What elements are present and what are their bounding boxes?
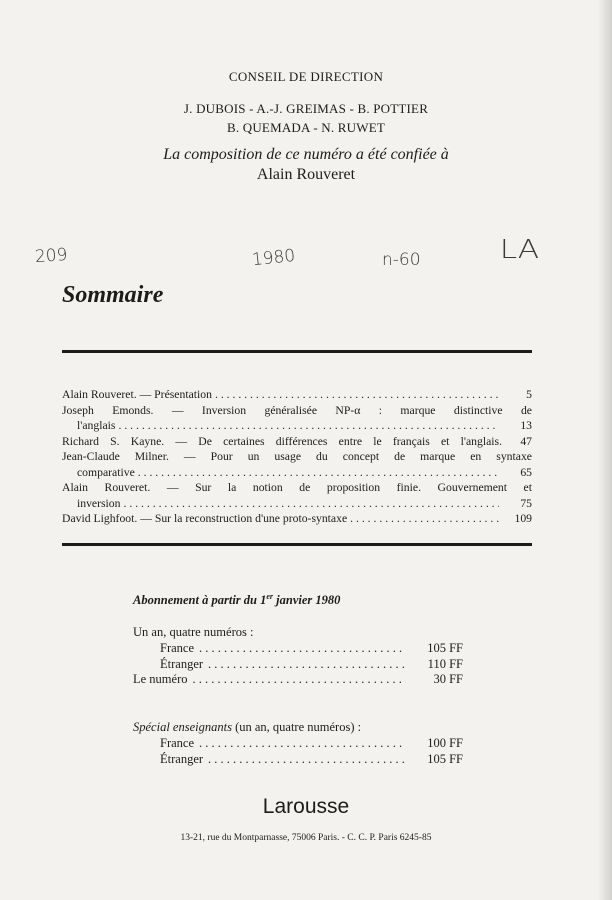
special-label <box>133 720 463 736</box>
toc-entry-text: David Lighfoot. — Sur la reconstruction d'une proto-syntaxe <box>62 512 348 525</box>
handwritten-mark-number: n-60 <box>382 250 421 270</box>
price-label: France <box>160 640 195 655</box>
price-amount: 30 FF <box>433 672 463 687</box>
special-label-rest: (un an, quatre numéros) : <box>231 720 362 734</box>
toc-entry-text: Jean-Claude Milner. — Pour un usage du concept de marque en syntaxe <box>62 450 532 463</box>
price-label: France <box>160 735 195 750</box>
toc-entry-page: 65 <box>520 465 532 479</box>
price-label: Étranger <box>160 656 204 671</box>
subscription-title-text: Abonnement à partir du 1 <box>133 593 267 608</box>
special-subscription-prices <box>133 720 463 767</box>
subscription-title-date: janvier 1980 <box>273 593 341 608</box>
special-price-row-france <box>133 736 463 752</box>
handwritten-mark-year: 1980 <box>251 245 297 271</box>
toc-entry-page: 5 <box>526 388 532 401</box>
toc-entry-page: 13 <box>520 419 532 432</box>
publisher-address: 13-21, rue du Montparnasse, 75006 Paris. - C. C. P. Paris 6245-85 <box>180 833 432 843</box>
divider-bottom <box>62 543 532 546</box>
price-label: Le numéro <box>133 672 188 687</box>
subscription-title-sup: er <box>266 592 274 601</box>
leader-dots <box>208 657 406 673</box>
divider-top <box>62 350 532 353</box>
price-row-etranger <box>133 657 463 673</box>
leader-dots <box>350 511 499 527</box>
council-title: CONSEIL DE DIRECTION <box>228 69 384 84</box>
council-members-line-2: B. QUEMADA - N. RUWET <box>226 120 386 135</box>
council-members-line-1: J. DUBOIS - A.-J. GREIMAS - B. POTTIER <box>183 101 429 116</box>
price-amount: 105 FF <box>427 751 463 766</box>
price-row-numero <box>133 672 463 688</box>
publisher-name: Larousse <box>262 795 350 818</box>
handwritten-mark-209: 209 <box>34 244 69 268</box>
price-amount: 100 FF <box>427 735 463 750</box>
annual-label: Un an, quatre numéros : <box>133 625 254 639</box>
toc-entry-text-cont: inversion <box>77 496 121 510</box>
special-label-italic: Spécial enseignants <box>133 720 232 734</box>
toc-entry-continuation <box>62 496 532 512</box>
toc-entry <box>62 480 532 496</box>
toc-entry-text: Alain Rouveret. — Sur la notion de proposition finie. Gouvernement et <box>62 481 532 494</box>
price-row-france <box>133 641 463 657</box>
toc-entry-continuation <box>62 465 532 481</box>
toc-entry-text-cont: comparative <box>77 465 135 479</box>
toc-entry-text: Alain Rouveret. — Présentation <box>62 388 212 401</box>
sommaire-title: Sommaire <box>62 282 164 308</box>
toc-entry <box>62 449 532 465</box>
leader-dots <box>199 736 406 752</box>
toc-entry-text: Richard S. Kayne. — De certaines différences entre le français et l'anglais. <box>62 434 502 448</box>
price-amount: 110 FF <box>427 656 463 671</box>
subscription-prices <box>133 625 463 688</box>
price-amount: 105 FF <box>427 640 463 655</box>
toc-entry-continuation <box>62 418 532 434</box>
composition-editor-name: Alain Rouveret <box>256 166 356 183</box>
toc-entry <box>62 511 532 527</box>
toc-entry-text: Joseph Emonds. — Inversion généralisée NP-α : marque distinctive de <box>62 403 532 417</box>
toc-entry <box>62 403 532 419</box>
leader-dots <box>193 672 407 688</box>
price-label: Étranger <box>160 751 204 766</box>
subscription-title <box>133 592 340 608</box>
toc-entry-page: 47 <box>520 434 532 448</box>
leader-dots <box>124 496 500 512</box>
leader-dots <box>199 641 406 657</box>
toc-entry <box>62 434 532 450</box>
toc-entry-page: 109 <box>514 512 532 525</box>
leader-dots <box>208 752 406 768</box>
handwritten-mark-la: LA <box>499 235 540 265</box>
composition-line: La composition de ce numéro a été confiée à <box>163 146 449 163</box>
leader-dots <box>118 418 499 434</box>
toc-entry-text-cont: l'anglais <box>77 419 116 432</box>
special-price-row-etranger <box>133 752 463 768</box>
toc-entry <box>62 387 532 403</box>
leader-dots <box>138 465 499 481</box>
table-of-contents <box>62 387 532 527</box>
leader-dots <box>215 387 499 403</box>
toc-entry-page: 75 <box>520 496 532 510</box>
